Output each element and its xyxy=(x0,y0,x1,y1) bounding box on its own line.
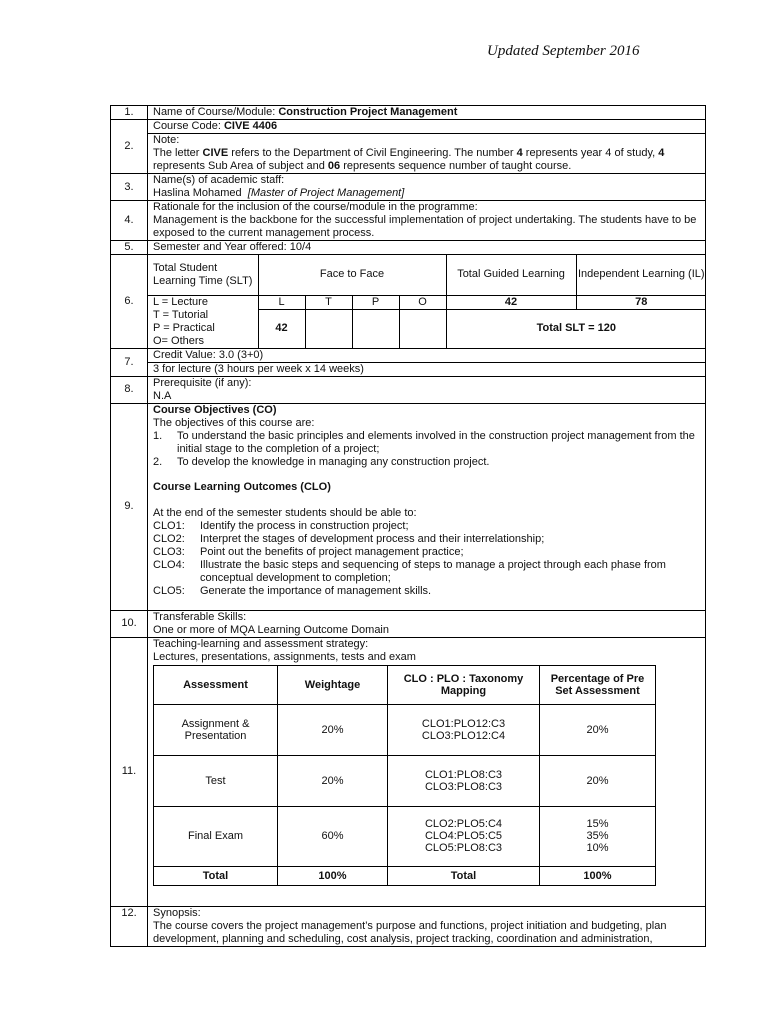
row-number: 6. xyxy=(111,255,148,349)
transferable-skills-text: One or more of MQA Learning Outcome Domain xyxy=(153,623,389,636)
note-label: Note: xyxy=(153,134,180,146)
row-number: 5. xyxy=(111,241,148,255)
rationale-label: Rationale for the inclusion of the course/module in the programme: xyxy=(153,201,478,213)
transferable-skills-label: Transferable Skills: xyxy=(153,610,247,623)
clo-text: Identify the process in construction project; xyxy=(200,519,409,532)
synopsis-cell xyxy=(148,906,706,946)
assessment-pct xyxy=(540,806,656,866)
assessment-strategy-text: Lectures, presentations, assignments, tests and exam xyxy=(153,650,416,663)
total-mapping: Total xyxy=(388,866,540,885)
note-part: refers to the Department of Civil Engineering. The number xyxy=(228,147,517,159)
clo-key: CLO3: xyxy=(153,545,185,558)
note-bold: 4 xyxy=(516,147,523,159)
rationale-text: Management is the backbone for the successful implementation of project undertaking. The students have to be exposed to the current management process. xyxy=(153,214,697,239)
list-item xyxy=(153,456,700,469)
total-weight: 100% xyxy=(278,866,388,885)
independent-learning-header: Independent Learning (IL) xyxy=(576,255,706,295)
row-assessment xyxy=(111,637,706,906)
assessment-name: Assignment & Presentation xyxy=(154,704,278,755)
total-pct: 100% xyxy=(540,866,656,885)
clo-key: CLO1: xyxy=(153,519,185,532)
note-text xyxy=(153,147,700,173)
assessment-weight: 60% xyxy=(278,806,388,866)
row-slt xyxy=(111,255,706,349)
assessment-cell xyxy=(148,637,706,906)
o-value xyxy=(399,309,446,347)
note-bold: CIVE xyxy=(202,147,229,159)
semester-text: Semester and Year offered: 10/4 xyxy=(148,241,706,255)
t-value xyxy=(305,309,352,347)
face-to-face-header: Face to Face xyxy=(258,255,446,295)
co-intro: The objectives of this course are: xyxy=(153,416,315,429)
updated-date: Updated September 2016 xyxy=(487,43,640,59)
guided-value: 42 xyxy=(446,295,576,309)
staff-qualification: [Master of Project Management] xyxy=(247,187,405,199)
clo-key: CLO4: xyxy=(153,558,185,571)
course-info-table xyxy=(110,105,706,947)
slt-legend xyxy=(148,295,258,348)
note-part: The letter xyxy=(153,147,203,159)
total-slt: Total SLT = 120 xyxy=(446,309,706,347)
header-assessment: Assessment xyxy=(154,665,278,704)
row-course-code xyxy=(111,120,706,174)
row-number: 12. xyxy=(111,906,148,946)
clo-text: Generate the importance of management skills. xyxy=(200,584,432,597)
slt-label: Total Student Learning Time (SLT) xyxy=(148,255,258,295)
row-semester xyxy=(111,241,706,255)
p-value xyxy=(352,309,399,347)
row-course-name xyxy=(111,106,706,120)
legend-others: O= Others xyxy=(153,334,205,347)
col-t: T xyxy=(305,295,352,309)
objective-text: To develop the knowledge in managing any construction project. xyxy=(177,455,490,468)
clo-title: Course Learning Outcomes (CLO) xyxy=(153,480,331,493)
row-number: 3. xyxy=(111,174,148,201)
table-row xyxy=(154,755,656,806)
assessment-table xyxy=(153,665,656,886)
row-number: 4. xyxy=(111,201,148,241)
clo-intro: At the end of the semester students should be able to: xyxy=(153,506,417,519)
clo-text: Illustrate the basic steps and sequencing of steps to manage a project through each phase from conceptual development to completion; xyxy=(200,558,666,584)
row-transferable-skills xyxy=(111,610,706,637)
row-number: 10. xyxy=(111,610,148,637)
course-code-value: CIVE 4406 xyxy=(223,120,278,132)
clo-text: Interpret the stages of development process and their interrelationship; xyxy=(200,532,545,545)
clo-text: Point out the benefits of project management practice; xyxy=(200,545,464,558)
objectives-list xyxy=(153,430,700,469)
academic-staff-label: Name(s) of academic staff: xyxy=(153,174,285,186)
staff-name: Haslina Mohamed xyxy=(153,187,242,199)
prerequisite-cell xyxy=(148,376,706,403)
header-percentage: Percentage of Pre Set Assessment xyxy=(540,665,656,704)
total-row xyxy=(154,866,656,885)
course-name-cell xyxy=(148,106,706,120)
transferable-skills-cell xyxy=(148,610,706,637)
note-bold: 4 xyxy=(658,147,665,159)
objective-number: 2. xyxy=(153,455,163,468)
list-item xyxy=(153,585,700,598)
row-prerequisite xyxy=(111,376,706,403)
pct-line: 35% xyxy=(586,830,609,842)
total-label: Total xyxy=(154,866,278,885)
mapping-line: CLO1:PLO8:C3 xyxy=(424,768,503,781)
guided-learning-header: Total Guided Learning xyxy=(446,255,576,295)
assessment-mapping xyxy=(388,755,540,806)
course-code-label: Course Code: xyxy=(153,120,224,132)
note-bold: 06 xyxy=(327,160,341,172)
header-weightage: Weightage xyxy=(278,665,388,704)
list-item xyxy=(153,559,700,585)
mapping-line: CLO5:PLO8:C3 xyxy=(424,842,503,854)
list-item xyxy=(153,520,700,533)
assessment-weight: 20% xyxy=(278,704,388,755)
objective-text: To understand the basic principles and elements involved in the construction project management from the initial stage to the completion of a project; xyxy=(177,429,695,455)
assessment-mapping xyxy=(388,806,540,866)
col-p: P xyxy=(352,295,399,309)
row-objectives xyxy=(111,403,706,610)
col-o: O xyxy=(399,295,446,309)
mapping-line: CLO3:PLO8:C3 xyxy=(424,780,503,793)
row-academic-staff xyxy=(111,174,706,201)
assessment-pct: 20% xyxy=(540,755,656,806)
mapping-line: CLO3:PLO12:C4 xyxy=(421,729,506,742)
clo-key: CLO5: xyxy=(153,584,185,597)
table-row xyxy=(154,806,656,866)
list-item xyxy=(153,430,700,456)
credit-cell xyxy=(148,348,706,376)
row-number: 2. xyxy=(111,120,148,174)
synopsis-label: Synopsis: xyxy=(153,906,201,919)
mapping-line: CLO4:PLO5:C5 xyxy=(424,830,503,842)
course-name-label: Name of Course/Module: xyxy=(153,106,279,118)
course-name-value: Construction Project Management xyxy=(278,106,458,118)
credit-value: Credit Value: 3.0 (3+0) xyxy=(153,348,264,361)
assessment-mapping xyxy=(388,704,540,755)
note-part: represents year 4 of study, xyxy=(522,147,659,159)
mapping-line: CLO2:PLO5:C4 xyxy=(424,818,503,830)
slt-cell xyxy=(148,255,706,349)
col-l: L xyxy=(258,295,305,309)
course-code-cell xyxy=(148,120,706,174)
academic-staff-cell xyxy=(148,174,706,201)
pct-line: 10% xyxy=(586,842,609,854)
row-number: 9. xyxy=(111,403,148,610)
rationale-cell xyxy=(148,201,706,241)
synopsis-text: The course covers the project management’s purpose and functions, project initiation and budgeting, plan development, planning and scheduling, cost analysis, project tracking, coordination and administration, xyxy=(153,919,667,945)
l-value: 42 xyxy=(258,309,305,347)
row-rationale xyxy=(111,201,706,241)
co-title: Course Objectives (CO) xyxy=(153,403,277,416)
row-number: 1. xyxy=(111,106,148,120)
table-row xyxy=(154,704,656,755)
row-number: 11. xyxy=(111,637,148,906)
list-item xyxy=(153,533,700,546)
mapping-line: CLO1:PLO12:C3 xyxy=(421,717,506,730)
row-synopsis xyxy=(111,906,706,946)
slt-table xyxy=(148,255,706,348)
note-part: represents sequence number of taught course. xyxy=(340,160,572,172)
note-part: represents Sub Area of subject and xyxy=(153,160,328,172)
header-mapping: CLO : PLO : Taxonomy Mapping xyxy=(388,665,540,704)
prerequisite-label: Prerequisite (if any): xyxy=(153,376,252,389)
credit-lecture: 3 for lecture (3 hours per week x 14 weeks) xyxy=(148,362,705,376)
row-number: 7. xyxy=(111,348,148,376)
prerequisite-value: N.A xyxy=(153,389,172,402)
assessment-name: Test xyxy=(154,755,278,806)
pct-line: 15% xyxy=(586,818,609,830)
assessment-name: Final Exam xyxy=(154,806,278,866)
assessment-pct: 20% xyxy=(540,704,656,755)
objectives-cell xyxy=(148,403,706,610)
il-value: 78 xyxy=(576,295,706,309)
row-credit xyxy=(111,348,706,376)
row-number: 8. xyxy=(111,376,148,403)
clo-key: CLO2: xyxy=(153,532,185,545)
assessment-weight: 20% xyxy=(278,755,388,806)
list-item xyxy=(153,546,700,559)
legend-tutorial: T = Tutorial xyxy=(153,308,209,321)
legend-practical: P = Practical xyxy=(153,321,215,334)
legend-lecture: L = Lecture xyxy=(153,295,208,308)
objective-number: 1. xyxy=(153,429,163,442)
assessment-strategy-label: Teaching-learning and assessment strategy: xyxy=(153,637,369,650)
